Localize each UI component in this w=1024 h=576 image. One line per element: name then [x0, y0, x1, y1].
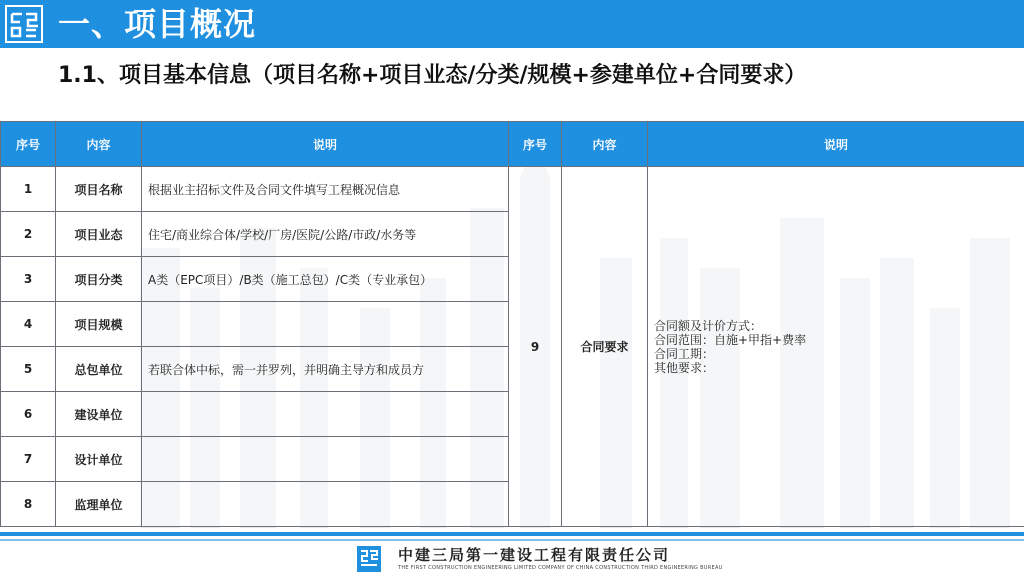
header-no-left: 序号	[1, 122, 56, 167]
contract-line-other: 其他要求：	[654, 360, 715, 375]
contract-line-duration: 合同工期：	[654, 346, 715, 361]
contract-row-item: 合同要求	[562, 167, 648, 527]
table-header-row	[1, 122, 1024, 167]
company-logo-icon	[4, 4, 44, 44]
header-desc-right: 说明	[648, 122, 1024, 167]
row-description: A类（EPC项目）/B类（施工总包）/C类（专业承包）	[142, 257, 509, 302]
row-number: 4	[1, 302, 56, 347]
contract-requirements	[648, 167, 1024, 527]
row-number: 5	[1, 347, 56, 392]
footer-logo-icon	[356, 545, 382, 573]
footer-divider-thin	[0, 539, 1024, 541]
company-name-en: THE FIRST CONSTRUCTION ENGINEERING LIMITED COMPANY OF CHINA CONSTRUCTION THIRD ENGINEERING BUREAU	[398, 565, 723, 571]
contract-row-number: 9	[509, 167, 562, 527]
row-description	[142, 437, 509, 482]
row-item: 总包单位	[56, 347, 142, 392]
header-content-left: 内容	[56, 122, 142, 167]
row-number: 8	[1, 482, 56, 527]
section-subtitle: 1.1、项目基本信息（项目名称+项目业态/分类/规模+参建单位+合同要求）	[58, 63, 807, 88]
row-item: 项目业态	[56, 212, 142, 257]
row-description: 若联合体中标，需一并罗列，并明确主导方和成员方	[142, 347, 509, 392]
header-bar	[0, 0, 1024, 48]
header-no-right: 序号	[509, 122, 562, 167]
row-number: 3	[1, 257, 56, 302]
row-description	[142, 482, 509, 527]
row-number: 1	[1, 167, 56, 212]
row-description: 住宅/商业综合体/学校/厂房/医院/公路/市政/水务等	[142, 212, 509, 257]
row-number: 6	[1, 392, 56, 437]
project-info-table	[0, 121, 1024, 527]
row-item: 设计单位	[56, 437, 142, 482]
row-item: 项目分类	[56, 257, 142, 302]
page-title: 一、项目概况	[58, 5, 257, 43]
table-row	[1, 167, 1024, 212]
row-description	[142, 302, 509, 347]
contract-line-scope: 合同范围：自施+甲指+费率	[654, 332, 807, 347]
row-description: 根据业主招标文件及合同文件填写工程概况信息	[142, 167, 509, 212]
footer-divider-thick	[0, 532, 1024, 536]
company-name: 中建三局第一建设工程有限责任公司	[398, 546, 671, 564]
contract-line-amount: 合同额及计价方式：	[654, 318, 763, 333]
row-item: 项目规模	[56, 302, 142, 347]
row-item: 项目名称	[56, 167, 142, 212]
row-description	[142, 392, 509, 437]
row-item: 建设单位	[56, 392, 142, 437]
row-number: 7	[1, 437, 56, 482]
row-number: 2	[1, 212, 56, 257]
header-content-right: 内容	[562, 122, 648, 167]
row-item: 监理单位	[56, 482, 142, 527]
header-desc-left: 说明	[142, 122, 509, 167]
